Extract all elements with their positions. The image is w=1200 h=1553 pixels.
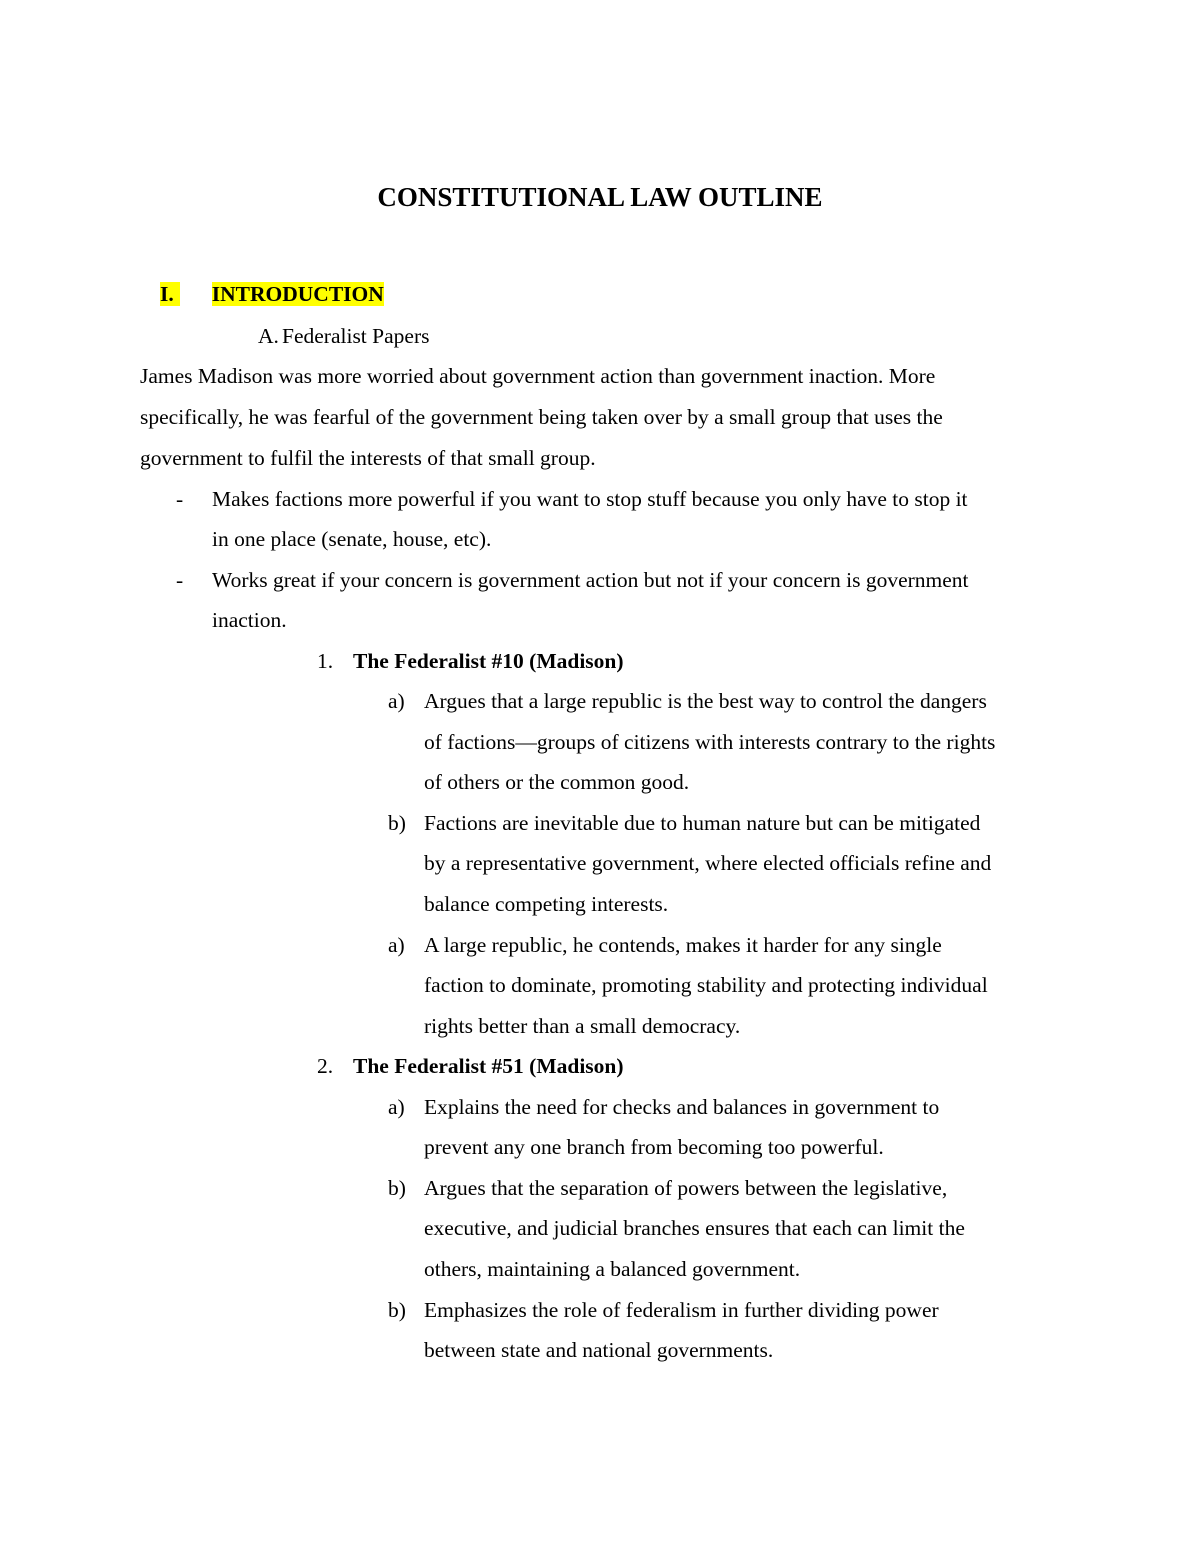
point-line: A large republic, he contends, makes it harder for any single <box>424 933 942 957</box>
point-line: balance competing interests. <box>424 892 669 916</box>
point-line: others, maintaining a balanced government. <box>424 1257 801 1281</box>
point-line: Explains the need for checks and balances in government to <box>424 1095 940 1119</box>
subsection-heading: Federalist Papers <box>282 324 430 348</box>
numbered-heading: The Federalist #10 (Madison) <box>353 649 624 673</box>
document-title: CONSTITUTIONAL LAW OUTLINE <box>377 182 823 212</box>
point-line: by a representative government, where elected officials refine and <box>424 851 992 875</box>
section-heading-text: INTRODUCTION <box>211 282 384 306</box>
dash-item-line: inaction. <box>212 608 287 632</box>
point-marker: a) <box>388 933 405 957</box>
dash-marker: - <box>176 487 184 511</box>
point-marker: b) <box>388 811 406 835</box>
point-line: of others or the common good. <box>424 770 690 794</box>
numbered-marker: 1. <box>317 649 334 673</box>
section-heading <box>160 280 384 308</box>
numbered-heading: The Federalist #51 (Madison) <box>353 1054 624 1078</box>
point-line: Argues that the separation of powers between the legislative, <box>424 1176 948 1200</box>
point-line: Emphasizes the role of federalism in further dividing power <box>424 1298 939 1322</box>
paragraph-line: James Madison was more worried about government action than government inaction. More <box>140 364 936 388</box>
point-marker: b) <box>388 1176 406 1200</box>
dash-item-line: Makes factions more powerful if you want to stop stuff because you only have to stop it <box>212 487 968 511</box>
section-marker: I. <box>160 282 180 306</box>
paragraph-line: specifically, he was fearful of the government being taken over by a small group that uses the <box>140 405 943 429</box>
point-line: faction to dominate, promoting stability and protecting individual <box>424 973 988 997</box>
point-line: executive, and judicial branches ensures that each can limit the <box>424 1216 965 1240</box>
subsection-marker: A. <box>258 324 279 348</box>
point-line: Argues that a large republic is the best way to control the dangers <box>424 689 987 713</box>
point-line: rights better than a small democracy. <box>424 1014 741 1038</box>
point-marker: a) <box>388 1095 405 1119</box>
dash-item-line: in one place (senate, house, etc). <box>212 527 492 551</box>
point-marker: b) <box>388 1298 406 1322</box>
paragraph-line: government to fulfil the interests of that small group. <box>140 446 596 470</box>
point-marker: a) <box>388 689 405 713</box>
dash-marker: - <box>176 568 184 592</box>
dash-item-line: Works great if your concern is government action but not if your concern is government <box>212 568 969 592</box>
point-line: prevent any one branch from becoming too powerful. <box>424 1135 884 1159</box>
point-line: Factions are inevitable due to human nature but can be mitigated <box>424 811 981 835</box>
point-line: between state and national governments. <box>424 1338 774 1362</box>
point-line: of factions—groups of citizens with interests contrary to the rights <box>424 730 996 754</box>
numbered-marker: 2. <box>317 1054 334 1078</box>
